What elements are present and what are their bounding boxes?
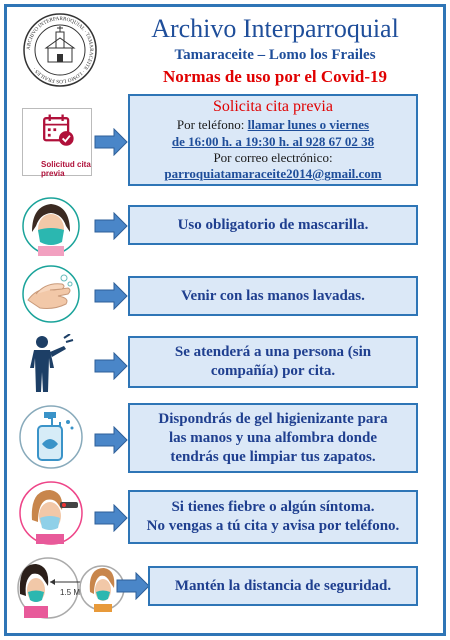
arrow-right-icon (94, 352, 128, 380)
arrow-right-icon (94, 282, 128, 310)
mask-box (128, 205, 418, 245)
fever-line2: No vengas a tú cita y avisa por teléfono. (146, 518, 400, 534)
calendar-check-icon (23, 109, 93, 155)
fever-box (128, 490, 418, 544)
appointment-title: Solicita cita previa (213, 98, 333, 115)
arrow-right-icon (116, 572, 150, 600)
mask-rule-text: Uso obligatorio de mascarilla. (177, 216, 369, 233)
page-subtitle: Tamaraceite – Lomo los Frailes (174, 47, 376, 63)
svg-text:ARCHIVO INTERPARROQUIAL · TAMA: ARCHIVO INTERPARROQUIAL · TAMARACEITE · LOMO LOS FRAILES · (25, 15, 95, 85)
email-prefix: Por correo electrónico: (213, 150, 333, 165)
email-link[interactable]: parroquiatamaraceite2014@gmail.com (164, 166, 382, 181)
hands-box (128, 276, 418, 316)
one-person-line1: Se atenderá a una persona (sin (174, 344, 372, 360)
hand-washing-icon (18, 264, 84, 324)
social-distance-icon (16, 556, 126, 620)
page-title: Archivo Interparroquial (151, 14, 399, 43)
hand-sanitizer-icon (18, 404, 84, 470)
phone-prefix: Por teléfono: (176, 117, 248, 132)
parish-seal-logo (22, 12, 98, 88)
arrow-right-icon (94, 128, 128, 156)
gel-line1: Dispondrás de gel higienizante para (158, 410, 388, 427)
distance-label: 1.5 M (60, 588, 81, 597)
gel-line2: las manos y una alfombra donde (169, 429, 377, 446)
phone-link-line2[interactable]: de 16:00 h. a 19:30 h. al 928 67 02 38 (171, 134, 375, 149)
gel-box (128, 403, 418, 473)
gel-line3: tendrás que limpiar tus zapatos. (170, 448, 376, 465)
appointment-box (128, 94, 418, 186)
one-person-line2: compañía) por cita. (210, 363, 336, 379)
rules-heading: Normas de uso por el Covid-19 (163, 67, 387, 86)
one-person-box (128, 336, 418, 388)
arrow-right-icon (94, 212, 128, 240)
hands-rule-text: Venir con las manos lavadas. (181, 287, 365, 304)
distance-rule-text: Mantén la distancia de seguridad. (174, 577, 392, 594)
fever-line1: Si tienes fiebre o algún síntoma. (171, 499, 375, 515)
phone-link-line1[interactable]: llamar lunes o viernes (247, 117, 370, 132)
single-person-icon (24, 334, 74, 394)
appointment-icon-caption: Solicitud cita previa (41, 160, 91, 178)
distance-box (148, 566, 418, 606)
appointment-icon-card (22, 108, 92, 176)
face-mask-icon (18, 196, 84, 256)
thermometer-icon (18, 480, 84, 546)
arrow-right-icon (94, 426, 128, 454)
arrow-right-icon (94, 504, 128, 532)
